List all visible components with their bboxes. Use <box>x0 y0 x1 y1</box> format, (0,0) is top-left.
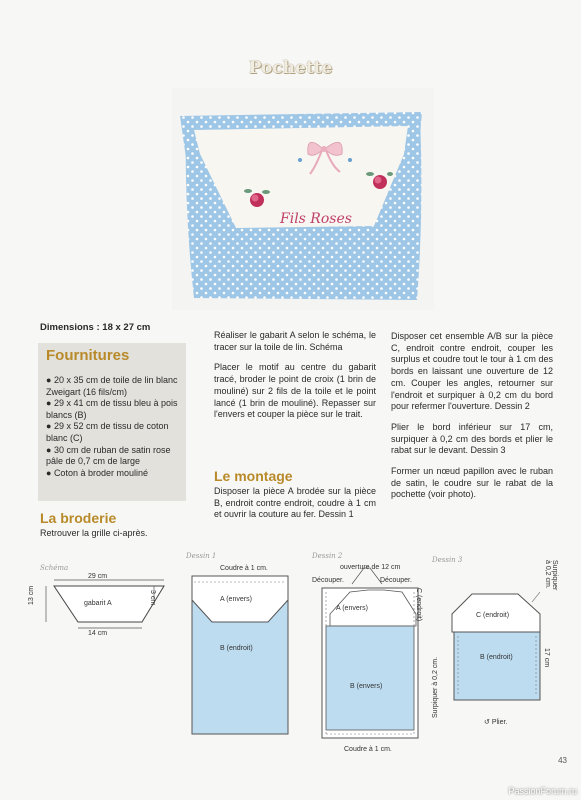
dessin-1-piece-a: A (envers) <box>220 596 252 603</box>
list-item: ● 20 x 35 cm de toile de lin blanc Zweigart (16 fils/cm) <box>46 375 178 397</box>
broderie-text: Retrouver la grille ci-après. <box>40 528 148 538</box>
dessin-3-fold: ↺ Plier. <box>484 719 508 726</box>
schema-dim-right: 3 cm <box>149 590 156 606</box>
page-number: 43 <box>558 756 567 765</box>
dessin-3-height: 17 cm <box>543 648 550 668</box>
dessin-1-label: Dessin 1 <box>186 552 217 560</box>
montage-heading: Le montage <box>214 468 293 484</box>
dimensions-label: Dimensions : 18 x 27 cm <box>40 322 151 333</box>
montage-text: Disposer la pièce A brodée sur la pièce B, endroit contre endroit, coudre à 1 cm et ouvrir la couture au fer. Dessin 1 <box>214 486 376 520</box>
dessin-1-seam-label: Coudre à 1 cm. <box>220 565 268 572</box>
dessin-3-label: Dessin 3 <box>432 556 463 564</box>
dessin-2-opening-label: ouverture de 12 cm <box>340 564 401 571</box>
watermark: PassionForum.ru <box>508 786 577 796</box>
dessin-2-cut-right: Découper. <box>380 577 412 584</box>
dessin-3-topstitch-right: Surpiquer à 0,2 cm. <box>544 560 558 591</box>
list-item: ● Coton à broder mouliné <box>46 467 148 478</box>
dessin-2-seam-label: Coudre à 1 cm. <box>344 746 392 753</box>
dessin-2-piece-b: B (envers) <box>350 683 383 690</box>
list-item: ● 29 x 52 cm de tissu de coton blanc (C) <box>46 421 169 443</box>
page-title: Pochette <box>248 58 333 78</box>
schema-piece-label: gabarit A <box>84 600 112 607</box>
paragraph: Plier le bord inférieur sur 17 cm, surpiquer à 0,2 cm des bords et plier le rabat sur le devant. Dessin 3 <box>391 421 553 456</box>
fournitures-list <box>46 375 182 479</box>
dessin-2-label: Dessin 2 <box>312 552 343 560</box>
dessin-2-piece-a: A (envers) <box>336 605 368 612</box>
schema-label: Schéma <box>40 564 69 572</box>
list-item: ● 29 x 41 cm de tissu bleu à pois blancs (B) <box>46 398 178 420</box>
column-2 <box>214 330 376 430</box>
dessin-2-cut-left: Découper. <box>312 577 344 584</box>
paragraph: Réaliser le gabarit A selon le schéma, le tracer sur la toile de lin. Schéma <box>214 330 376 352</box>
dessin-3-piece-b: B (endroit) <box>480 654 513 661</box>
dessin-3-topstitch-left: Surpiquer à 0,2 cm. <box>432 656 439 718</box>
dessin-1-piece-b: B (endroit) <box>220 645 253 652</box>
dessin-2-piece-c: C (endroit) <box>415 588 422 622</box>
fournitures-heading: Fournitures <box>46 347 130 364</box>
paragraph: Disposer cet ensemble A/B sur la pièce C, endroit contre endroit, couper les surplus et coudre tout le tour à 1 cm des bords en laissant une ouverture de 12 cm. Couper les angles, retourner sur l'endroit et surpiquer à 0,2 cm du bord pour refermer l'ouverture. Dessin 2 <box>391 331 553 412</box>
schema-dim-bottom: 14 cm <box>88 630 108 637</box>
list-item: ● 30 cm de ruban de satin rose pâle de 0,7 cm de large <box>46 444 171 467</box>
paragraph: Former un nœud papillon avec le ruban de satin, le coudre sur le rabat de la pochette (voir photo). <box>391 466 553 500</box>
dessin-3-piece-c: C (endroit) <box>476 612 510 619</box>
fold-arrow-icon: ↺ <box>484 719 492 726</box>
embroidery-text: Fils Roses <box>280 211 352 227</box>
paragraph: Placer le motif au centre du gabarit tracé, broder le point de croix (1 brin de mouliné) sur 2 fils de la toile et le point lancé (1 brin de mouliné). Repasser sur l'envers et couper la pièce sur le trait. <box>214 362 376 420</box>
schema-dim-top: 29 cm <box>88 573 108 580</box>
dessin-2-diagram <box>312 562 428 752</box>
schema-dim-left: 13 cm <box>28 585 35 605</box>
broderie-heading: La broderie <box>40 510 117 526</box>
column-3 <box>391 331 553 510</box>
pouch-photo <box>172 88 434 310</box>
dessin-3-diagram <box>444 584 546 716</box>
